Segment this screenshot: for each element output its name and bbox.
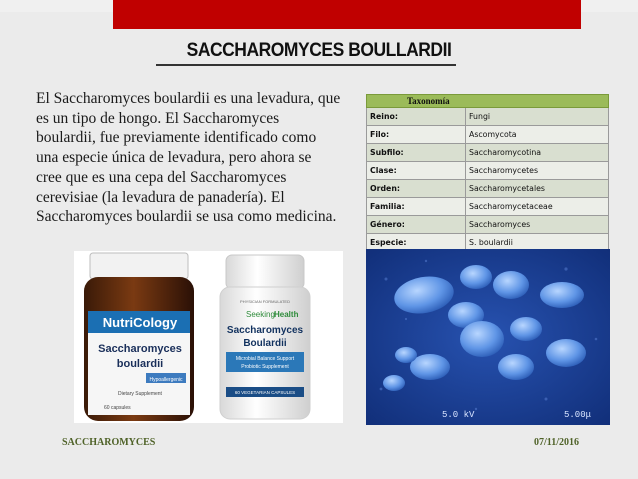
taxonomy-value: S. boulardii <box>466 234 609 252</box>
taxonomy-label: Clase: <box>367 162 466 180</box>
taxonomy-value: Saccharomycetaceae <box>466 198 609 216</box>
taxonomy-value: Saccharomycetales <box>466 180 609 198</box>
brand-nutricology: NutriCology <box>102 315 178 330</box>
taxonomy-value: Ascomycota <box>466 126 609 144</box>
physician-tag: PHYSICIAN FORMULATED <box>240 299 290 304</box>
kv-scale-label: 5.0 kV <box>442 410 475 420</box>
brand-seeking: Seeking <box>246 310 275 319</box>
taxonomy-label: Orden: <box>367 180 466 198</box>
dietary-supplement-text: Dietary Supplement <box>118 391 162 397</box>
body-paragraph: El Saccharomyces boulardii es una levadura, que es un tipo de hongo. El Saccharomyces boulardii, fue previamente identificado como una especie única de levadura, pero ahora se cree que es una cepa del Saccharomyces cerevisiae (la levadura de panadería). El Saccharomyces boulardii se usa como medicina. <box>36 90 341 226</box>
taxonomy-value: Saccharomycotina <box>466 144 609 162</box>
micron-scale-label: 5.00μ <box>564 410 592 420</box>
taxonomy-value: Saccharomycetes <box>466 162 609 180</box>
yeast-micrograph <box>366 249 610 425</box>
slide-header-bar <box>113 0 581 29</box>
microbial-balance-text: Microbial Balance Support <box>235 356 295 362</box>
table-row <box>367 216 609 234</box>
taxonomy-value: Saccharomyces <box>466 216 609 234</box>
slide-title: SACCHAROMYCES BOULLARDII <box>186 40 452 61</box>
taxonomy-header: Taxonomía <box>367 95 609 108</box>
hypoallergenic-badge: Hypoallergenic <box>149 377 183 383</box>
supplement-bottles-photo <box>74 251 343 423</box>
product-right-line1: Saccharomyces <box>226 325 304 336</box>
product-name-line2: boulardii <box>116 358 164 370</box>
capsule-count: 60 capsules <box>104 405 131 411</box>
white-bottle-cap <box>226 255 304 289</box>
brand-health: Health <box>274 310 299 319</box>
probiotic-supplement-text: Probiotic Supplement <box>241 364 289 370</box>
table-row <box>367 198 609 216</box>
product-right-line2: Boulardii <box>243 338 287 349</box>
footer-date: 07/11/2016 <box>534 437 580 448</box>
table-row <box>367 180 609 198</box>
vegetarian-capsules-text: 60 VEGETARIAN CAPSULES <box>234 390 296 395</box>
taxonomy-label: Especie: <box>367 234 466 252</box>
taxonomy-value: Fungi <box>466 108 609 126</box>
table-row <box>367 126 609 144</box>
bottle-cap <box>90 253 188 279</box>
table-row <box>367 144 609 162</box>
bottles-illustration <box>74 251 343 423</box>
micrograph-illustration <box>366 249 610 425</box>
footer-title: SACCHAROMYCES <box>62 437 156 448</box>
taxonomy-table <box>366 94 609 252</box>
taxonomy-label: Filo: <box>367 126 466 144</box>
table-row <box>367 162 609 180</box>
taxonomy-label: Reino: <box>367 108 466 126</box>
product-name-line1: Saccharomyces <box>98 343 182 355</box>
taxonomy-label: Género: <box>367 216 466 234</box>
taxonomy-label: Familia: <box>367 198 466 216</box>
taxonomy-label: Subfilo: <box>367 144 466 162</box>
title-underline <box>156 64 456 66</box>
table-row <box>367 108 609 126</box>
